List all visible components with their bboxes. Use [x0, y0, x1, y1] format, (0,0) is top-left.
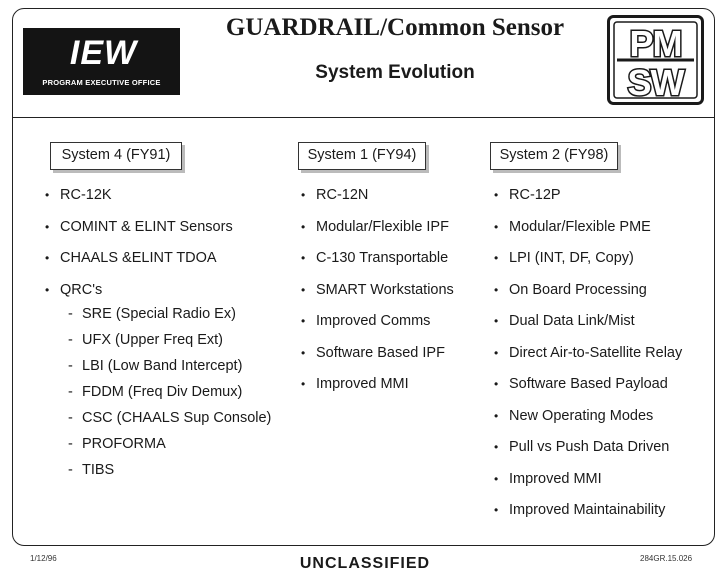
- footer-document-code: 284GR.15.026: [640, 554, 693, 563]
- pmsw-logo-line1: PM: [629, 23, 682, 64]
- iew-logo-subtitle: PROGRAM EXECUTIVE OFFICE: [42, 78, 161, 87]
- column-header-system-2: System 2 (FY98): [490, 142, 618, 170]
- page-subtitle: System Evolution: [315, 62, 475, 83]
- pmsw-logo-line2: SW: [627, 62, 684, 103]
- column-header-system-4: System 4 (FY91): [50, 142, 182, 170]
- classification-marking: UNCLASSIFIED: [299, 555, 431, 572]
- header-divider: [12, 117, 715, 118]
- iew-logo-word: IEW: [69, 34, 138, 72]
- pmsw-logo: [607, 15, 704, 105]
- page-title: GUARDRAIL/Common Sensor: [225, 14, 565, 41]
- footer-date: 1/12/96: [30, 554, 57, 563]
- column-header-system-1: System 1 (FY94): [298, 142, 426, 170]
- iew-logo: [23, 28, 180, 95]
